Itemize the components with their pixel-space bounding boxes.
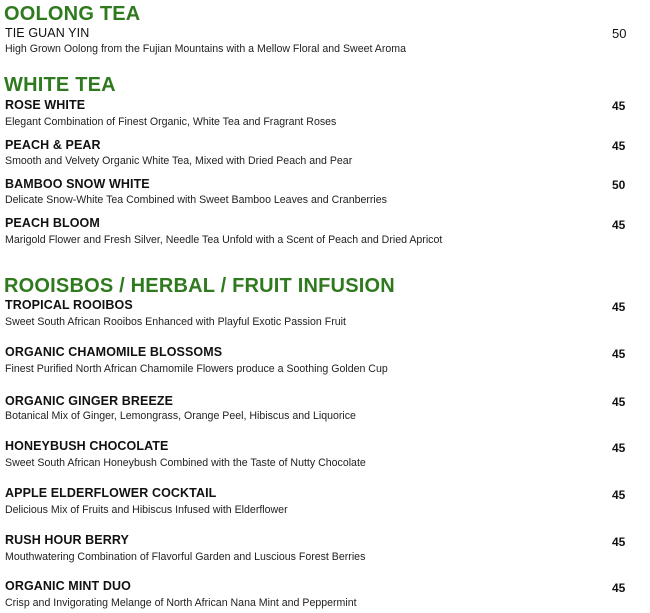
menu-item-description: Crisp and Invigorating Melange of North African Nana Mint and Peppermint: [5, 597, 357, 609]
menu-item-name: ORGANIC GINGER BREEZE: [5, 394, 174, 408]
menu-item-name: HONEYBUSH CHOCOLATE: [5, 439, 169, 453]
menu-item-price: 45: [612, 139, 626, 153]
menu-item-description: Smooth and Velvety Organic White Tea, Mixed with Dried Peach and Pear: [5, 155, 353, 167]
menu-item-name: ORGANIC CHAMOMILE BLOSSOMS: [5, 345, 223, 359]
menu-item-description: Delicate Snow-White Tea Combined with Sweet Bamboo Leaves and Cranberries: [5, 194, 387, 206]
menu-item-price: 45: [612, 488, 626, 502]
menu-item-description: Botanical Mix of Ginger, Lemongrass, Orange Peel, Hibiscus and Liquorice: [5, 410, 356, 422]
menu-item-price: 45: [612, 300, 626, 314]
menu-item-price: 50: [612, 26, 627, 41]
section-heading-rooibos-herbal-fruit-infusion: ROOISBOS / HERBAL / FRUIT INFUSION: [4, 275, 395, 297]
menu-item-description: Sweet South African Honeybush Combined with the Taste of Nutty Chocolate: [5, 457, 366, 469]
menu-item-description: Mouthwatering Combination of Flavorful Garden and Luscious Forest Berries: [5, 551, 366, 563]
menu-item-description: High Grown Oolong from the Fujian Mountains with a Mellow Floral and Sweet Aroma: [5, 43, 406, 55]
menu-item-name: TIE GUAN YIN: [5, 26, 90, 40]
menu-item-description: Finest Purified North African Chamomile Flowers produce a Soothing Golden Cup: [5, 363, 388, 375]
menu-item-price: 45: [612, 395, 626, 409]
menu-item-name: BAMBOO SNOW WHITE: [5, 177, 150, 191]
menu-item-price: 50: [612, 178, 626, 192]
menu-item-name: PEACH BLOOM: [5, 216, 100, 230]
menu-item-price: 45: [612, 99, 626, 113]
menu-item-name: RUSH HOUR BERRY: [5, 533, 129, 547]
menu-item-price: 45: [612, 581, 626, 595]
section-heading-white-tea: WHITE TEA: [4, 74, 116, 96]
menu-item-description: Delicious Mix of Fruits and Hibiscus Infused with Elderflower: [5, 504, 288, 516]
menu-item-description: Elegant Combination of Finest Organic, White Tea and Fragrant Roses: [5, 116, 337, 128]
menu-item-price: 45: [612, 218, 626, 232]
menu-item-price: 45: [612, 535, 626, 549]
menu-item-name: APPLE ELDERFLOWER COCKTAIL: [5, 486, 217, 500]
menu-item-name: PEACH & PEAR: [5, 138, 101, 152]
menu-item-description: Marigold Flower and Fresh Silver, Needle Tea Unfold with a Scent of Peach and Dried Apricot: [5, 234, 443, 246]
menu-item-description: Sweet South African Rooibos Enhanced with Playful Exotic Passion Fruit: [5, 316, 346, 328]
menu-item-name: ROSE WHITE: [5, 98, 86, 112]
menu-item-price: 45: [612, 347, 626, 361]
menu-item-price: 45: [612, 441, 626, 455]
menu-item-name: ORGANIC MINT DUO: [5, 579, 131, 593]
section-heading-oolong-tea: OOLONG TEA: [4, 3, 141, 25]
menu-item-name: TROPICAL ROOIBOS: [5, 298, 133, 312]
